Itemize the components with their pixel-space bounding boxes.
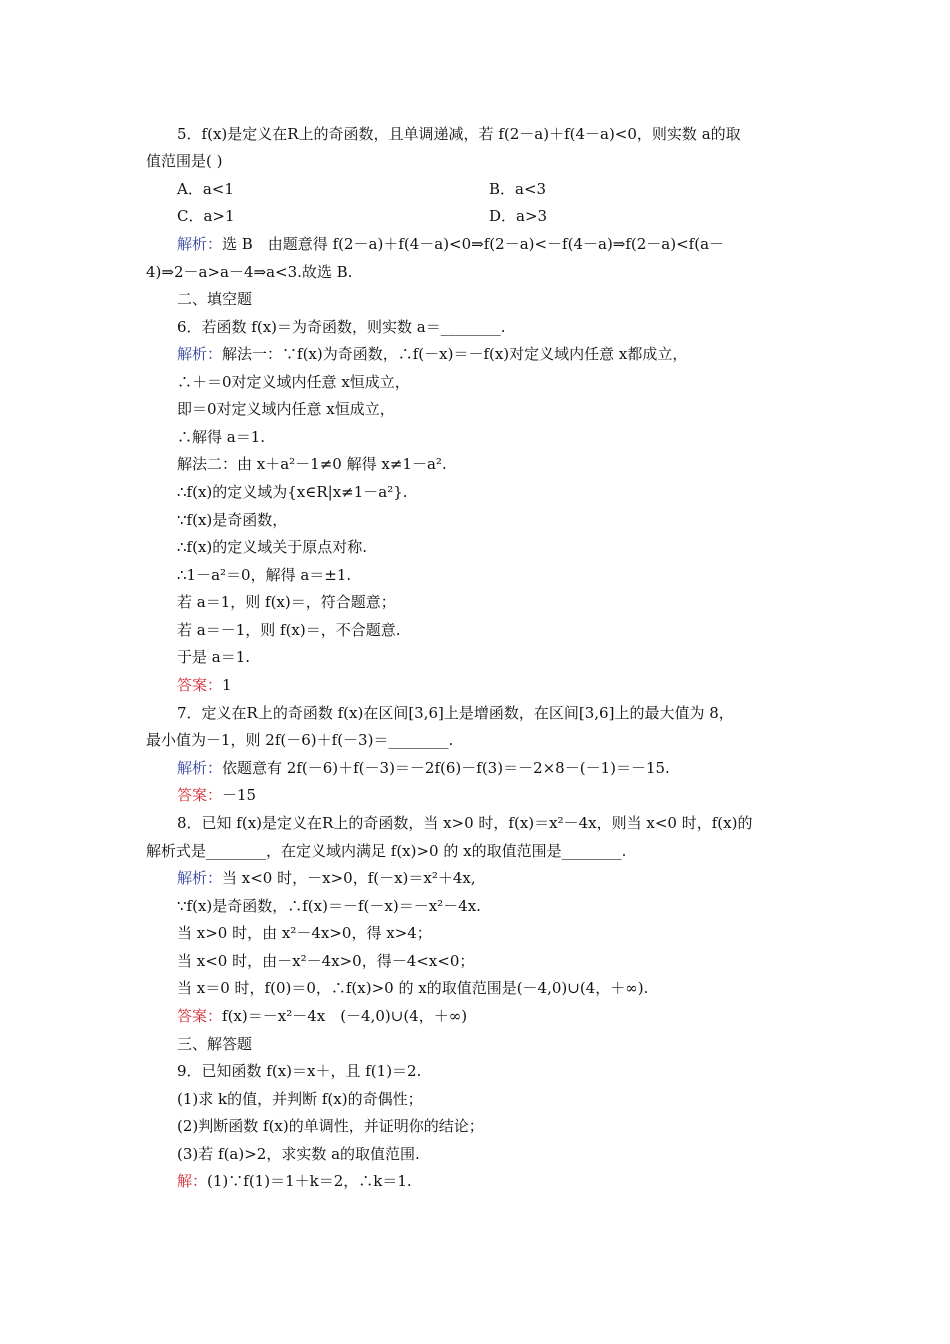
- q7-answer-value: －15: [222, 786, 257, 804]
- q6-answer: [177, 675, 847, 695]
- q9-part3: (3)若 f(a)>2，求实数 a的取值范围.: [177, 1145, 420, 1163]
- q8-answer-value: f(x)＝－x²－4x (－4,0)∪(4，＋∞): [222, 1007, 468, 1025]
- analysis-label: 解析：: [177, 869, 223, 887]
- q5-stem-line2: 值范围是( ): [146, 152, 223, 170]
- q8-solution-line4: 当 x<0 时，由－x²－4x>0，得－4<x<0；: [177, 952, 475, 970]
- q5-solution-line1: [177, 234, 847, 254]
- q6-stem: 6．若函数 f(x)＝为奇函数，则实数 a＝________.: [177, 318, 506, 336]
- solution-label: 解：: [177, 1172, 208, 1190]
- q8-solution-line3: 当 x>0 时，由 x²－4x>0，得 x>4；: [177, 924, 432, 942]
- q5-option-b: B．a<3: [489, 180, 547, 198]
- q5-solution-text: 选 B 由题意得 f(2－a)＋f(4－a)<0⇒f(2－a)<－f(4－a)⇒f(2－a)<f(a－: [222, 235, 725, 253]
- q9-solution-text: (1)∵f(1)＝1＋k＝2，∴k＝1.: [207, 1172, 412, 1190]
- q6-solution-text: 解法一：∵f(x)为奇函数，∴f(－x)＝－f(x)对定义域内任意 x都成立，: [222, 345, 688, 363]
- q8-solution-line1: [177, 868, 847, 888]
- q6-solution-line4: ∴解得 a＝1.: [177, 428, 266, 446]
- q6-solution-line5: 解法二：由 x＋a²－1≠0 解得 x≠1－a².: [177, 455, 447, 473]
- section-heading-solve: 三、解答题: [177, 1035, 253, 1053]
- q7-solution: [177, 758, 847, 778]
- analysis-label: 解析：: [177, 235, 223, 253]
- q5-option-a: A．a<1: [177, 180, 234, 198]
- q8-stem-line2: 解析式是________，在定义域内满足 f(x)>0 的 x的取值范围是________.: [146, 842, 627, 860]
- q8-solution-line5: 当 x＝0 时，f(0)＝0，∴f(x)>0 的 x的取值范围是(－4,0)∪(4，＋∞).: [177, 979, 649, 997]
- q9-part1: (1)求 k的值，并判断 f(x)的奇偶性；: [177, 1090, 423, 1108]
- analysis-label: 解析：: [177, 345, 223, 363]
- q6-solution-line10: 若 a＝1，则 f(x)＝，符合题意；: [177, 593, 396, 611]
- q5-option-d: D．a>3: [489, 207, 548, 225]
- q6-solution-line3: 即＝0对定义域内任意 x恒成立，: [177, 400, 395, 418]
- answer-label: 答案：: [177, 786, 223, 804]
- answer-label: 答案：: [177, 1007, 223, 1025]
- q6-solution-line2: ∴＋＝0对定义域内任意 x恒成立，: [177, 373, 410, 391]
- q5-solution-line2: 4)⇒2－a>a－4⇒a<3.故选 B.: [146, 263, 353, 281]
- q5-stem-line1: 5．f(x)是定义在R上的奇函数，且单调递减，若 f(2－a)＋f(4－a)<0，则实数 a的取: [177, 125, 741, 143]
- q8-answer: [177, 1006, 847, 1026]
- q8-solution-line2: ∵f(x)是奇函数，∴f(x)＝－f(－x)＝－x²－4x.: [177, 897, 481, 915]
- section-heading-fill-in: 二、填空题: [177, 290, 253, 308]
- q6-solution-line8: ∴f(x)的定义域关于原点对称.: [177, 538, 368, 556]
- q6-solution-line11: 若 a＝－1，则 f(x)＝，不合题意.: [177, 621, 401, 639]
- analysis-label: 解析：: [177, 759, 223, 777]
- q6-answer-value: 1: [222, 676, 232, 694]
- q6-solution-line12: 于是 a＝1.: [177, 648, 251, 666]
- q7-stem-line1: 7．定义在R上的奇函数 f(x)在区间[3,6]上是增函数，在区间[3,6]上的最大值为 8，: [177, 704, 734, 722]
- q7-stem-line2: 最小值为－1，则 2f(－6)＋f(－3)＝________.: [146, 731, 454, 749]
- q9-solution: [177, 1171, 847, 1191]
- q8-stem-line1: 8．已知 f(x)是定义在R上的奇函数，当 x>0 时，f(x)＝x²－4x，则当 x<0 时，f(x)的: [177, 814, 753, 832]
- q9-stem: 9．已知函数 f(x)＝x＋，且 f(1)＝2.: [177, 1062, 422, 1080]
- q6-solution-line1: [177, 344, 847, 364]
- q6-solution-line7: ∵f(x)是奇函数，: [177, 511, 288, 529]
- q6-solution-line6: ∴f(x)的定义域为{x∈R|x≠1－a²}.: [177, 483, 408, 501]
- answer-label: 答案：: [177, 676, 223, 694]
- q7-solution-text: 依题意有 2f(－6)＋f(－3)＝－2f(6)－f(3)＝－2×8－(－1)＝－15.: [222, 759, 670, 777]
- q9-part2: (2)判断函数 f(x)的单调性，并证明你的结论；: [177, 1117, 484, 1135]
- q6-solution-line9: ∴1－a²＝0，解得 a＝±1.: [177, 566, 352, 584]
- q5-option-c: C．a>1: [177, 207, 235, 225]
- q8-solution-text: 当 x<0 时，－x>0，f(－x)＝x²＋4x,: [222, 869, 476, 887]
- q7-answer: [177, 785, 847, 805]
